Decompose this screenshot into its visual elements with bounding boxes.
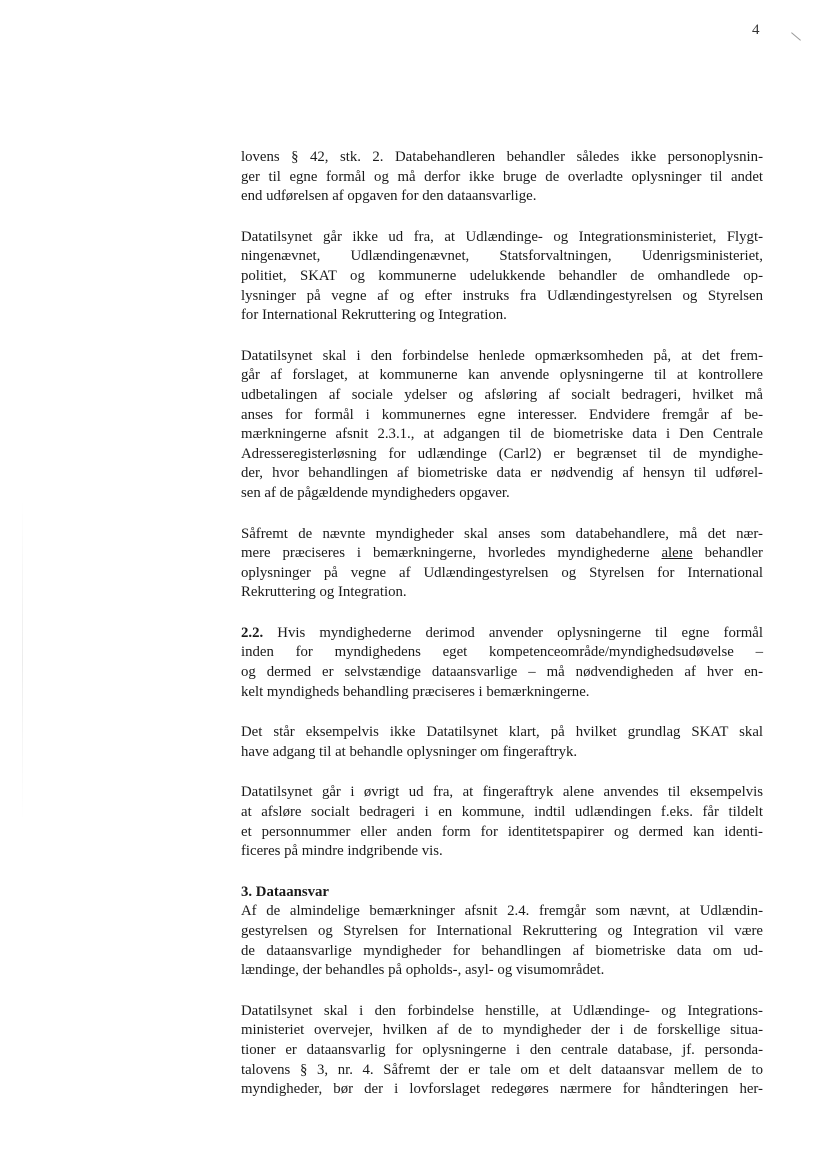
paragraph [241,228,763,326]
text-line: mærkningerne afsnit 2.3.1., at adgangen til de biometriske data i Den Centrale [241,426,763,443]
section-heading: 3. Dataansvar [241,883,329,900]
text-line: går af forslaget, at kommunerne kan anvende oplysningerne til at kontrollere [241,367,763,384]
text-line: udbetalingen af sociale ydelser og afsløring af socialt bedrageri, hvilket må [241,386,763,403]
text-line: have adgang til at behandle oplysninger om fingeraftryk. [241,743,578,760]
paragraph [241,883,763,981]
text-line: ministeriet overvejer, hvilken af de to myndigheder der i de forskellige situa- [241,1022,763,1039]
text-line: for International Rekruttering og Integration. [241,307,507,324]
emphasized-word: alene [661,545,693,562]
paragraph [241,525,763,603]
text-line: lysninger på vegne af og efter instruks fra Udlændingestyrelsen og Styrelsen [241,287,763,304]
text-line: tioner er dataansvarlig for oplysningerne i den centrale database, jf. personda- [241,1041,763,1058]
text-line: Datatilsynet går ikke ud fra, at Udlændinge- og Integrationsministeriet, Flygt- [241,228,763,245]
text-line: inden for myndighedens eget kompetenceområde/myndighedsudøvelse – [241,644,763,661]
text-line: ficeres på mindre indgribende vis. [241,843,443,860]
text-line: Såfremt de nævnte myndigheder skal anses som databehandlere, må det nær- [241,525,763,542]
paragraph [241,624,763,702]
text-line: myndigheder, bør der i lovforslaget redegøres nærmere for håndteringen her- [241,1081,763,1098]
text-line: Adresseregisterløsning for udlændinge (Carl2) er begrænset til de myndighe- [241,445,763,462]
page-number: 4 [752,22,760,38]
text-line: Rekruttering og Integration. [241,584,407,601]
text-line: Datatilsynet går i øvrigt ud fra, at fingeraftryk alene anvendes til eksempelvis [241,784,763,801]
text-line: oplysninger på vegne af Udlændingestyrelsen og Styrelsen for International [241,564,763,581]
text-line: ningenævnet, Udlændingenævnet, Statsforvaltningen, Udenrigsministeriet, [241,248,763,265]
text-line: et personnummer eller anden form for identitetspapirer og dermed kan identi- [241,823,763,840]
text-line: talovens § 3, nr. 4. Såfremt der er tale om et delt dataansvar mellem de to [241,1061,763,1078]
text-line: Datatilsynet skal i den forbindelse henlede opmærksomheden på, at det frem- [241,347,763,364]
text-line: og dermed er selvstændige dataansvarlige – må nødvendigheden af hver en- [241,664,763,681]
text-line: Datatilsynet skal i den forbindelse henstille, at Udlændinge- og Integrations- [241,1002,763,1019]
paragraph [241,783,763,861]
scan-edge [22,500,23,820]
text-line: gestyrelsen og Styrelsen for International Rekruttering og Integration vil være [241,923,763,939]
text-line: Det står eksempelvis ikke Datatilsynet klart, på hvilket grundlag SKAT skal [241,724,763,741]
section-number: 2.2. [241,624,264,641]
text-line: lovens § 42, stk. 2. Databehandleren behandler således ikke personoplysnin- [241,149,763,165]
text-line: ger til egne formål og må derfor ikke bruge de overladte oplysninger til andet [241,168,763,185]
text-line: 2.2. Hvis myndighederne derimod anvender oplysningerne til egne formål [241,624,763,641]
text-line: kelt myndigheds behandling præciseres i bemærkningerne. [241,683,590,700]
text-line: end udførelsen af opgaven for den dataansvarlige. [241,188,537,205]
text-line: at afsløre socialt bedrageri i en kommune, indtil udlændingen f.eks. får tildelt [241,804,763,821]
text-line: de dataansvarlige myndigheder for behandlingen af biometriske data om ud- [241,942,763,959]
text-line: mere præciseres i bemærkningerne, hvorledes myndighederne alene behandler [241,545,763,562]
text-line: sen af de pågældende myndigheders opgaver. [241,484,510,501]
paragraph [241,1002,763,1100]
text-line: anses for formål i kommunernes egne interesser. Endvidere fremgår af be- [241,406,763,423]
scan-mark [791,32,801,40]
paragraph [241,723,763,762]
text-line: der, hvor behandlingen af biometriske data er nødvendig af hensyn til udførel- [241,465,763,482]
paragraph [241,148,763,207]
text-line: Af de almindelige bemærkninger afsnit 2.4. fremgår som nævnt, at Udlændin- [241,903,763,920]
text-line: politiet, SKAT og kommunerne udelukkende behandler de omhandlede op- [241,267,763,284]
paragraph [241,347,763,504]
document-body [241,148,763,1121]
text-line: lændinge, der behandles på opholds-, asyl- og visumområdet. [241,962,605,979]
